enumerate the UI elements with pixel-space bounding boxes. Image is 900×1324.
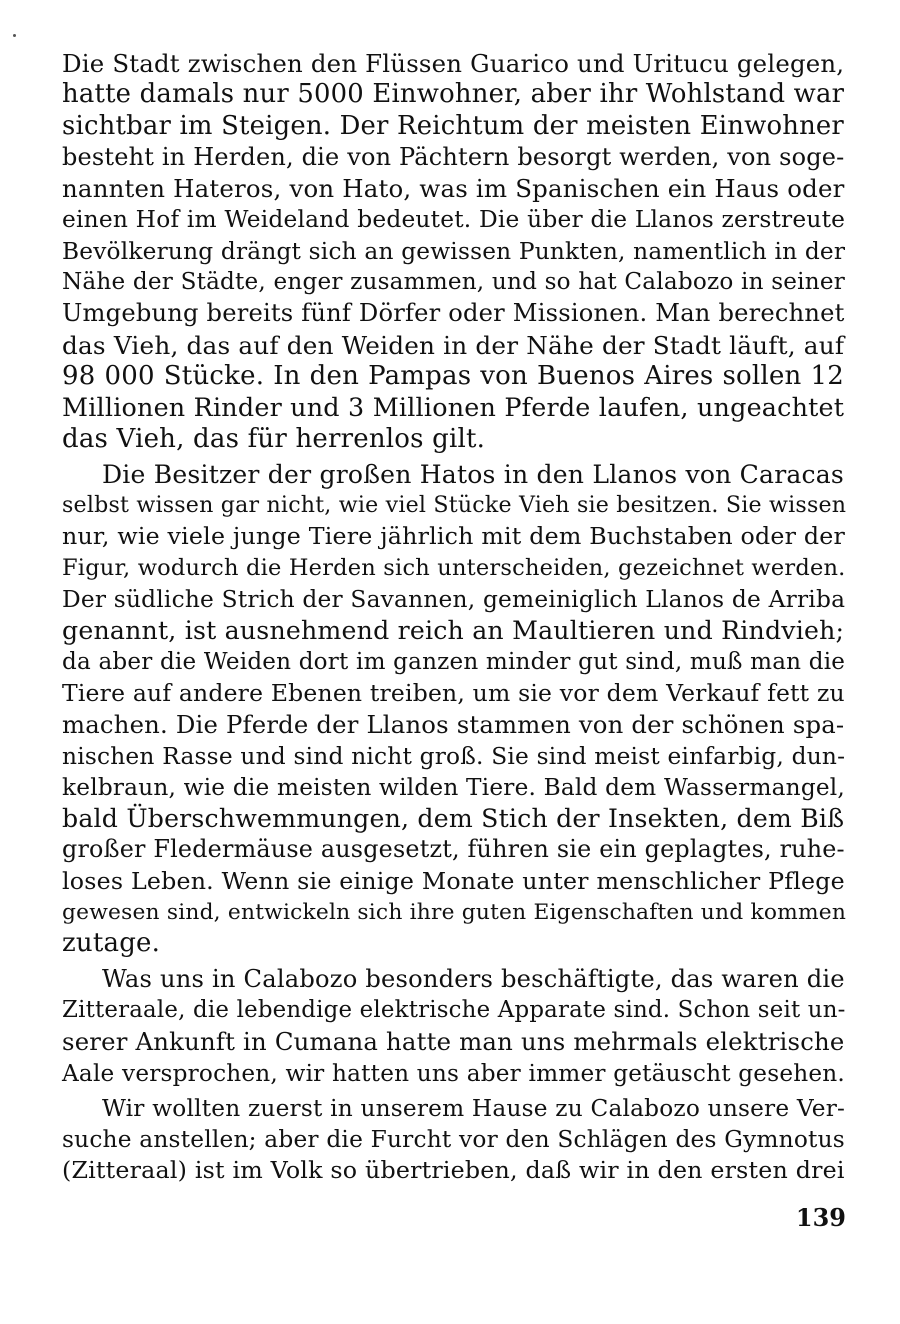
page-number: 139 xyxy=(795,1203,846,1232)
text-line: machen. Die Pferde der Llanos stammen von der schönen spa- xyxy=(62,710,845,740)
text-line: genannt, ist ausnehmend reich an Maultieren und Rindvieh; xyxy=(62,616,845,646)
text-line: das Vieh, das auf den Weiden in der Nähe der Stadt läuft, auf xyxy=(62,330,845,360)
text-line: 98 000 Stücke. In den Pampas von Buenos Aires sollen 12 xyxy=(62,360,844,391)
text-line: nannten Hateros, von Hato, was im Spanischen ein Haus oder xyxy=(62,174,845,204)
text-line: loses Leben. Wenn sie einige Monate unter menschlicher Pflege xyxy=(62,866,845,895)
text-line: gewesen sind, entwickeln sich ihre guten Eigenschaften und kommen xyxy=(62,900,847,926)
text-line: bald Überschwemmungen, dem Stich der Insekten, dem Biß xyxy=(62,804,845,834)
text-line: sichtbar im Steigen. Der Reichtum der meisten Einwohner xyxy=(62,110,844,141)
text-line: Aale versprochen, wir hatten uns aber immer getäuscht gesehen. xyxy=(62,1059,845,1087)
text-line: da aber die Weiden dort im ganzen minder gut sind, muß man die xyxy=(62,648,846,675)
text-line: Tiere auf andere Ebenen treiben, um sie vor dem Verkauf fett zu xyxy=(62,678,845,707)
text-line: suche anstellen; aber die Furcht vor den Schlägen des Gymnotus xyxy=(62,1126,845,1154)
text-line: Zitteraale, die lebendige elektrische Apparate sind. Schon seit un- xyxy=(62,996,846,1023)
text-line: kelbraun, wie die meisten wilden Tiere. Bald dem Wassermangel, xyxy=(62,773,846,801)
text-line: das Vieh, das für herrenlos gilt. xyxy=(62,423,486,454)
text-line: Millionen Rinder und 3 Millionen Pferde laufen, ungeachtet xyxy=(62,392,845,423)
text-line: nur, wie viele junge Tiere jährlich mit dem Buchstaben oder der xyxy=(62,522,845,551)
text-line: Umgebung bereits fünf Dörfer oder Missionen. Man berechnet xyxy=(62,299,845,328)
text-line: hatte damals nur 5000 Einwohner, aber ihr Wohlstand war xyxy=(62,79,845,110)
text-line: (Zitteraal) ist im Volk so übertrieben, daß wir in den ersten drei xyxy=(62,1156,845,1185)
paragraph xyxy=(62,459,847,960)
text-line: Die Besitzer der großen Hatos in den Llanos von Caracas xyxy=(102,459,844,489)
text-line: besteht in Herden, die von Pächtern besorgt werden, von soge- xyxy=(62,142,845,171)
text-line: nischen Rasse und sind nicht groß. Sie sind meist einfarbig, dun- xyxy=(62,742,846,770)
text-line: Der südliche Strich der Savannen, gemeiniglich Llanos de Arriba xyxy=(62,586,846,614)
text-line: selbst wissen gar nicht, wie viel Stücke Vieh sie besitzen. Sie wissen xyxy=(62,492,847,519)
paragraph xyxy=(62,48,844,455)
text-line: Figur, wodurch die Herden sich unterscheiden, gezeichnet werden. xyxy=(62,554,846,581)
text-line: einen Hof im Weideland bedeutet. Die über die Llanos zerstreute xyxy=(62,206,846,234)
text-line: großer Fledermäuse ausgesetzt, führen sie ein geplagtes, ruhe- xyxy=(62,835,845,864)
text-line: Bevölkerung drängt sich an gewissen Punkten, namentlich in der xyxy=(62,237,846,265)
scan-speck xyxy=(13,34,16,37)
text-line: Nähe der Städte, enger zusammen, und so hat Calabozo in seiner xyxy=(62,269,845,296)
page-body xyxy=(62,48,847,1187)
text-line: Die Stadt zwischen den Flüssen Guarico und Uritucu gelegen, xyxy=(62,49,845,78)
text-line: zutage. xyxy=(62,928,161,959)
text-line: serer Ankunft in Cumana hatte man uns mehrmals elektrische xyxy=(62,1027,845,1057)
text-line: Wir wollten zuerst in unserem Hause zu Calabozo unsere Ver- xyxy=(102,1094,846,1122)
text-line: Was uns in Calabozo besonders beschäftigte, das waren die xyxy=(102,964,845,993)
paragraph xyxy=(62,1093,844,1187)
paragraph xyxy=(62,964,844,1089)
